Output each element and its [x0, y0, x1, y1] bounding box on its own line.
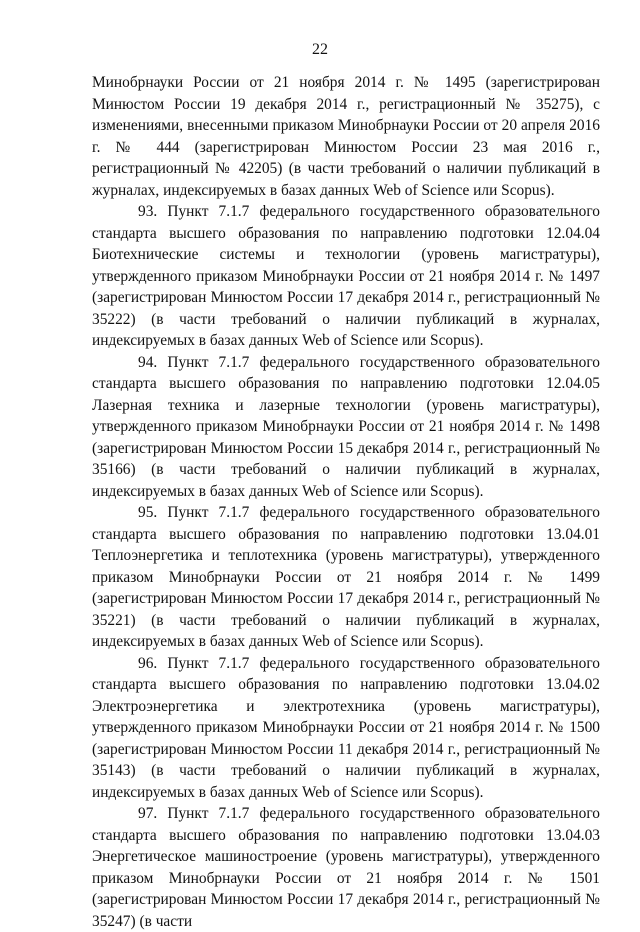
paragraph-text: Пункт 7.1.7 федерального государственного образовательного стандарта высшего образования по направлению подготовки 13.04.03 Энергетическое машиностроение (уровень магистратуры), утвержденного приказом Минобрнауки России от 21 ноября 2014 г. № 1501 (зарегистрирован Минюстом России 17 декабря 2014 г., регистрационный № 35247) (в части [92, 805, 600, 930]
paragraph-96 [92, 653, 600, 804]
paragraph-97 [92, 803, 600, 932]
paragraph-continuation [92, 72, 600, 201]
paragraph-text: Минобрнауки России от 21 ноября 2014 г. № 1495 (зарегистрирован Минюстом России 19 декабря 2014 г., регистрационный № 35275), с изменениями, внесенными приказом Минобрнауки России от 20 апреля 2016 г. № 444 (зарегистрирован Минюстом России 23 мая 2016 г., регистрационный № 42205) (в части требований о наличии публикаций в журналах, индексируемых в базах данных Web of Science или Scopus). [92, 74, 600, 199]
paragraph-number: 95. [138, 504, 158, 521]
paragraph-text: Пункт 7.1.7 федерального государственного образовательного стандарта высшего образования по направлению подготовки 12.04.05 Лазерная техника и лазерные технологии (уровень магистратуры), утвержденного приказом Минобрнауки России от 21 ноября 2014 г. № 1498 (зарегистрирован Минюстом России 15 декабря 2014 г., регистрационный № 35166) (в части требований о наличии публикаций в журналах, индексируемых в базах данных Web of Science или Scopus). [92, 353, 600, 500]
paragraph-93 [92, 201, 600, 352]
paragraph-text: Пункт 7.1.7 федерального государственного образовательного стандарта высшего образования по направлению подготовки 13.04.01 Теплоэнергетика и теплотехника (уровень магистратуры), утвержденного приказом Минобрнауки России от 21 ноября 2014 г. № 1499 (зарегистрирован Минюстом России 17 декабря 2014 г., регистрационный № 35221) (в части требований о наличии публикаций в журналах, индексируемых в базах данных Web of Science или Scopus). [92, 504, 600, 650]
document-body [92, 72, 600, 932]
paragraph-94 [92, 352, 600, 503]
paragraph-number: 93. [138, 203, 158, 220]
paragraph-number: 94. [138, 353, 158, 371]
paragraph-number: 97. [138, 805, 158, 822]
page-number: 22 [312, 41, 328, 58]
paragraph-number: 96. [138, 654, 158, 672]
paragraph-text: Пункт 7.1.7 федерального государственного образовательного стандарта высшего образования по направлению подготовки 12.04.04 Биотехнические системы и технологии (уровень магистратуры), утвержденного приказом Минобрнауки России от 21 ноября 2014 г. № 1497 (зарегистрирован Минюстом России 17 декабря 2014 г., регистрационный № 35222) (в части требований о наличии публикаций в журналах, индексируемых в базах данных Web of Science или Scopus). [92, 203, 600, 349]
paragraph-text: Пункт 7.1.7 федерального государственного образовательного стандарта высшего образования по направлению подготовки 13.04.02 Электроэнергетика и электротехника (уровень магистратуры), утвержденного приказом Минобрнауки России от 21 ноября 2014 г. № 1500 (зарегистрирован Минюстом России 11 декабря 2014 г., регистрационный № 35143) (в части требований о наличии публикаций в журналах, индексируемых в базах данных Web of Science или Scopus). [92, 654, 600, 801]
paragraph-95 [92, 502, 600, 653]
